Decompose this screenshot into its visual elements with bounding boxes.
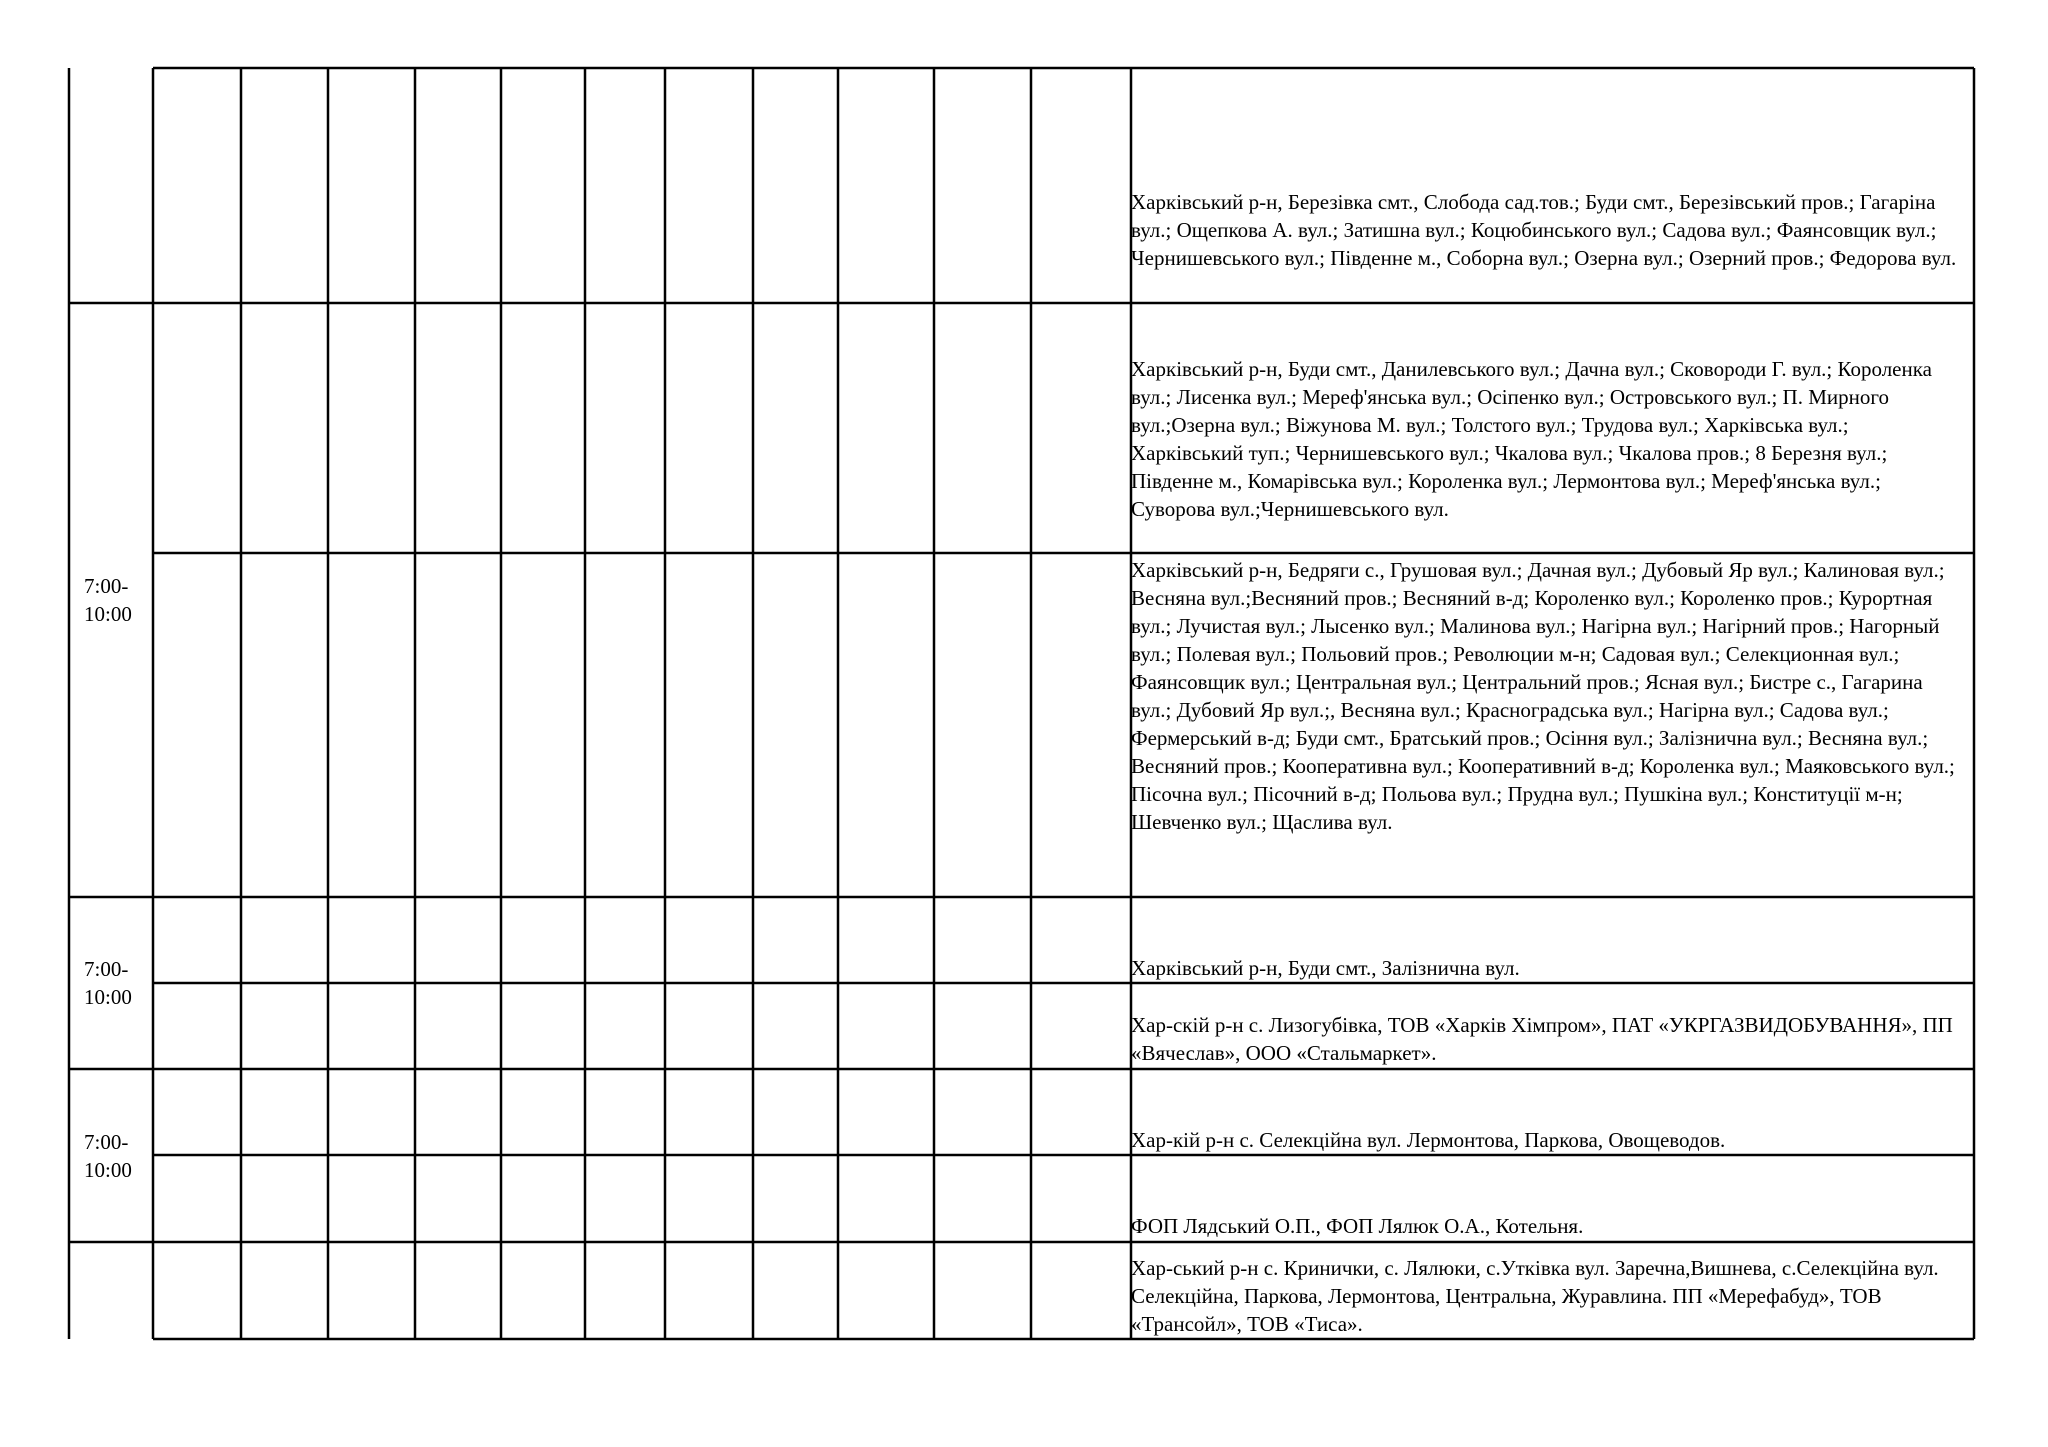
address-cell-8: Хар-ський р-н с. Кринички, с. Лялюки, с.Утківка вул. Заречна,Вишнева, с.Селекційна вул. Селекційна, Паркова, Лермонтова, Центральна, Журавлина. ПП «Мерефабуд», ТОВ «Трансойл», ТОВ «Тиса». [1131,1256,1939,1336]
address-cell-4: Харківський р-н, Буди смт., Залізнична вул. [1131,956,1520,980]
address-cell-6: Хар-кій р-н с. Селекційна вул. Лермонтова, Паркова, Овощеводов. [1131,1128,1726,1152]
address-cell-5: Хар-скій р-н с. Лизогубівка, ТОВ «Харків Хімпром», ПАТ «УКРГАЗВИДОБУВАННЯ», ПП «Вячеслав», ООО «Стальмаркет». [1131,1013,1953,1065]
time-slot-3: 7:00-10:00 [84,1130,132,1182]
time-slot-2: 7:00-10:00 [84,957,132,1009]
address-cell-2: Харківський р-н, Буди смт., Данилевського вул.; Дачна вул.; Сковороди Г. вул.; Короленка вул.; Лисенка вул.; Мереф'янська вул.; Осіпенко вул.; Островського вул.; П. Мирного вул.;Озерна вул.; Віжунова М. вул.; Толстого вул.; Трудова вул.; Харківська вул.; Харківський туп.; Чернишевського вул.; Чкалова вул.; Чкалова пров.; 8 Березня вул.; Південне м., Комарівська вул.; Короленка вул.; Лермонтова вул.; Мереф'янська вул.; Суворова вул.;Чернишевського вул. [1131,357,1932,521]
time-slot-1: 7:00-10:00 [84,574,132,626]
address-cell-1: Харківський р-н, Березівка смт., Слобода сад.тов.; Буди смт., Березівський пров.; Гагаріна вул.; Ощепкова А. вул.; Затишна вул.; Коцюбинського вул.; Садова вул.; Фаянсовщик вул.; Чернишевського вул.; Південне м., Соборна вул.; Озерна вул.; Озерний пров.; Федорова вул. [1131,190,1957,270]
address-cell-7: ФОП Лядський О.П., ФОП Лялюк О.А., Котельня. [1131,1214,1584,1238]
address-cell-3: Харківський р-н, Бедряги с., Грушовая вул.; Дачная вул.; Дубовый Яр вул.; Калиновая вул.; Весняна вул.;Весняний пров.; Весняний в-д; Короленко вул.; Короленко пров.; Курортная вул.; Лучистая вул.; Лысенко вул.; Малинова вул.; Нагірна вул.; Нагірний пров.; Нагорный вул.; Полевая вул.; Польовий пров.; Революции м-н; Садовая вул.; Селекционная вул.; Фаянсовщик вул.; Центральная вул.; Центральний пров.; Ясная вул.; Бистре с., Гагарина вул.; Дубовий Яр вул.;, Весняна вул.; Красноградська вул.; Нагірна вул.; Садова вул.; Фермерський в-д; Буди смт., Братський пров.; Осіння вул.; Залізнична вул.; Весняна вул.; Весняний пров.; Кооперативна вул.; Кооперативний в-д; Короленка вул.; Маяковського вул.; Пісочна вул.; Пісочний в-д; Польова вул.; Прудна вул.; Пушкіна вул.; Конституції м-н; Шевченко вул.; Щаслива вул. [1131,558,1955,834]
